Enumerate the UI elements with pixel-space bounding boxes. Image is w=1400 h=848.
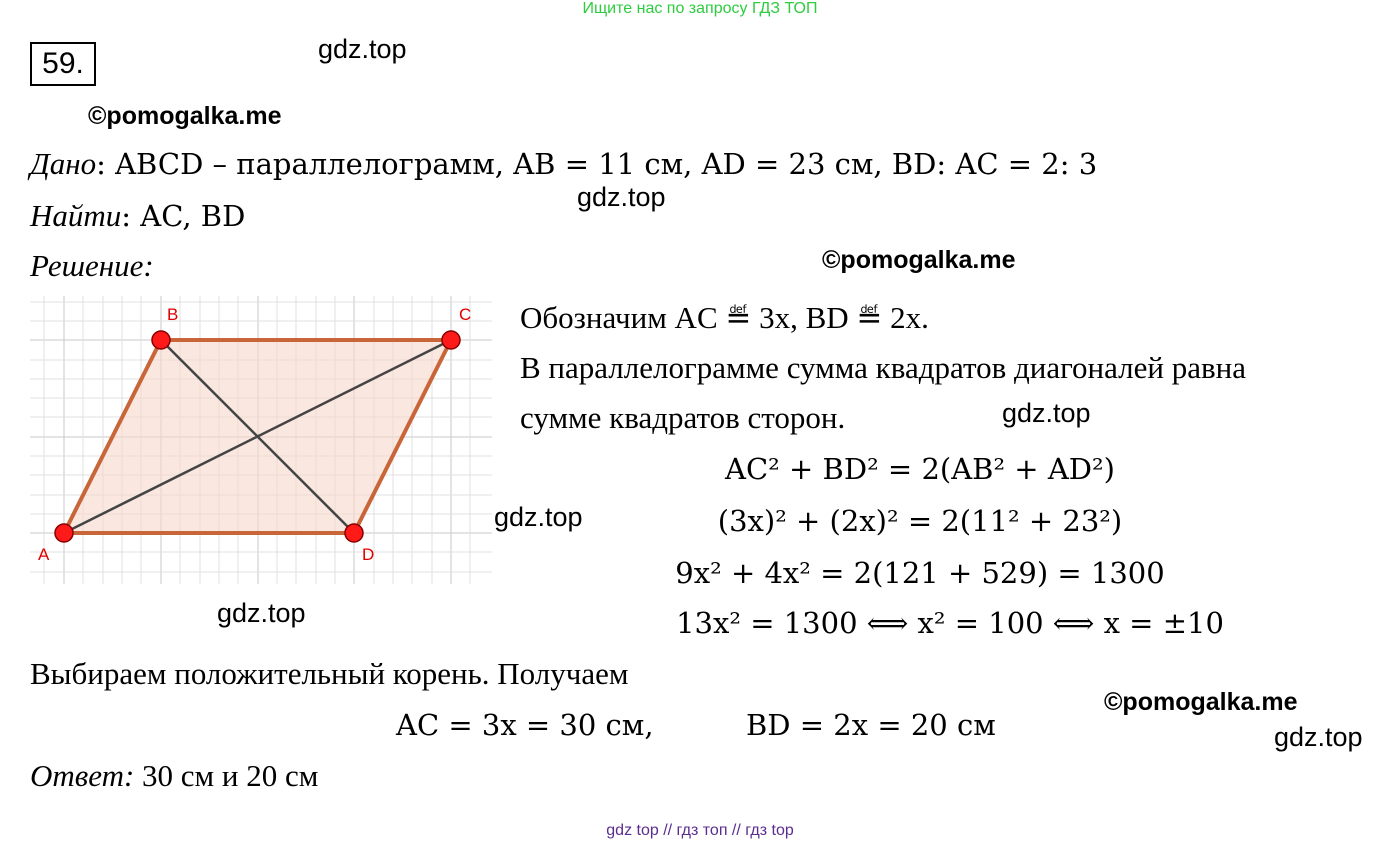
- label-c: C: [459, 305, 472, 324]
- equation-2: (3x)² + (2x)² = 2(11² + 23²): [717, 504, 1123, 538]
- result-bd: BD = 2x = 20 см: [746, 708, 996, 742]
- answer-line: [30, 758, 318, 794]
- parallelogram-figure: [30, 296, 500, 586]
- solution-line: [30, 248, 154, 284]
- equation-3: 9x² + 4x² = 2(121 + 529) = 1300: [675, 556, 1165, 590]
- equation-1: AC² + BD² = 2(AB² + AD²): [725, 452, 1115, 486]
- equation-4: 13x² = 1300 ⟺ x² = 100 ⟺ x = ±10: [676, 606, 1224, 640]
- step-2: В параллелограмме сумма квадратов диагоналей равна: [520, 350, 1246, 385]
- step-4: Выбираем положительный корень. Получаем: [30, 656, 629, 691]
- label-d: D: [362, 545, 375, 564]
- given-label: Дано: [30, 146, 97, 181]
- watermark-pomogalka: ©pomogalka.me: [88, 102, 282, 130]
- find-line: [30, 198, 245, 234]
- footer-links: gdz top // гдз топ // гдз top: [606, 822, 794, 839]
- label-a: A: [38, 545, 50, 564]
- step-1: Обозначим AC ≝ 3x, BD ≝ 2x.: [520, 300, 929, 335]
- watermark-gdz: gdz.top: [577, 182, 666, 212]
- watermark-gdz: gdz.top: [318, 34, 407, 64]
- watermark-gdz: gdz.top: [1274, 722, 1363, 752]
- problem-number: 59.: [30, 42, 96, 86]
- watermark-pomogalka: ©pomogalka.me: [822, 246, 1016, 274]
- result-ac: AC = 3x = 30 см,: [396, 708, 654, 742]
- point-a: [55, 524, 73, 542]
- answer-text: 30 см и 20 см: [134, 758, 319, 793]
- watermark-pomogalka: ©pomogalka.me: [1104, 688, 1298, 716]
- given-line: [30, 146, 1097, 182]
- watermark-gdz: gdz.top: [494, 502, 583, 532]
- find-label: Найти: [30, 198, 122, 233]
- watermark-gdz: gdz.top: [1002, 398, 1091, 428]
- find-text: : AC, BD: [121, 199, 246, 233]
- step-3: сумме квадратов сторон.: [520, 400, 846, 435]
- solution-label: Решение: [30, 248, 144, 283]
- given-text: : ABCD – параллелограмм, AB = 11 см, AD = 23 см, BD: AC = 2: 3: [96, 147, 1098, 181]
- point-b: [152, 331, 170, 349]
- top-banner: Ищите нас по запросу ГДЗ ТОП: [582, 0, 818, 17]
- watermark-gdz: gdz.top: [217, 598, 306, 628]
- answer-label: Ответ:: [30, 758, 135, 793]
- point-c: [442, 331, 460, 349]
- solution-colon: :: [143, 248, 154, 283]
- point-d: [345, 524, 363, 542]
- label-b: B: [167, 305, 179, 324]
